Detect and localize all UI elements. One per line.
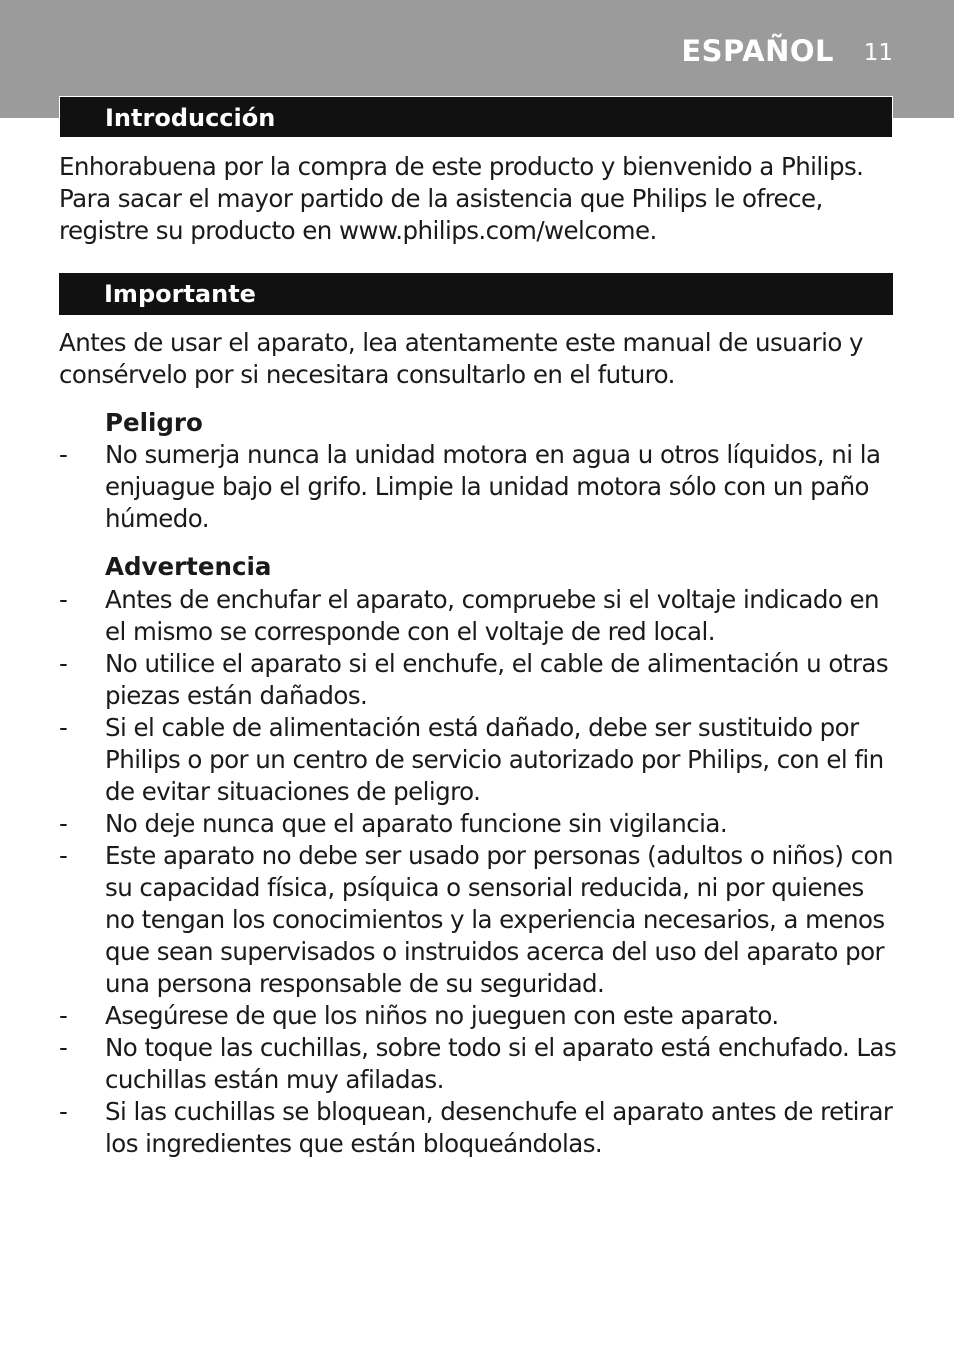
language-label: ESPAÑOL	[681, 34, 834, 68]
list-item-text: Este aparato no debe ser usado por personas (adultos o niños) con su capacidad física, psíquica o sensorial reducida, ni por quienes no tengan los conocimientos y la experiencia necesarios, a menos que sean supervisados o instruidos acerca del uso del aparato por una persona responsable de su seguridad.	[105, 841, 893, 998]
section-title-importante: Importante	[104, 280, 256, 308]
list-dash: -	[59, 841, 68, 870]
list-item-text: Si el cable de alimentación está dañado, debe ser sustituido por Philips o por un centro de servicio autorizado por Philips, con el fin de evitar situaciones de peligro.	[105, 713, 884, 806]
warning-list	[59, 584, 899, 1160]
section-bar-introduccion	[59, 96, 893, 138]
list-item-text: Si las cuchillas se bloquean, desenchufe el aparato antes de retirar los ingredientes que están bloqueándolas.	[105, 1097, 893, 1158]
list-item	[59, 1096, 899, 1160]
list-dash: -	[59, 585, 68, 614]
list-item	[59, 439, 899, 535]
list-dash: -	[59, 809, 68, 838]
section-bar-importante	[59, 273, 893, 315]
list-item	[59, 648, 899, 712]
list-item	[59, 808, 899, 840]
list-item	[59, 1032, 899, 1096]
list-dash: -	[59, 1001, 68, 1030]
danger-list	[59, 439, 899, 535]
list-dash: -	[59, 1033, 68, 1062]
list-item	[59, 584, 899, 648]
warning-heading: Advertencia	[105, 552, 272, 581]
list-item	[59, 712, 899, 808]
danger-heading: Peligro	[105, 408, 203, 437]
list-item	[59, 840, 899, 1000]
list-item-text: No toque las cuchillas, sobre todo si el aparato está enchufado. Las cuchillas están muy afiladas.	[105, 1033, 897, 1094]
list-item-text: No deje nunca que el aparato funcione sin vigilancia.	[105, 809, 728, 838]
list-dash: -	[59, 713, 68, 742]
list-dash: -	[59, 440, 68, 469]
list-dash: -	[59, 649, 68, 678]
list-item-text: No utilice el aparato si el enchufe, el cable de alimentación u otras piezas están dañados.	[105, 649, 889, 710]
list-item	[59, 1000, 899, 1032]
list-dash: -	[59, 1097, 68, 1126]
intro-paragraph: Enhorabuena por la compra de este producto y bienvenido a Philips. Para sacar el mayor partido de la asistencia que Philips le ofrece, registre su producto en www.philips.com/welcome.	[59, 152, 864, 245]
list-item-text: Asegúrese de que los niños no jueguen con este aparato.	[105, 1001, 779, 1030]
list-item-text: No sumerja nunca la unidad motora en agua u otros líquidos, ni la enjuague bajo el grifo. Limpie la unidad motora sólo con un paño húmedo.	[105, 440, 881, 533]
important-paragraph: Antes de usar el aparato, lea atentamente este manual de usuario y consérvelo por si necesitara consultarlo en el futuro.	[59, 328, 864, 389]
page-number: 11	[863, 40, 893, 66]
list-item-text: Antes de enchufar el aparato, compruebe si el voltaje indicado en el mismo se corresponde con el voltaje de red local.	[105, 585, 879, 646]
section-title-introduccion: Introducción	[105, 104, 276, 132]
